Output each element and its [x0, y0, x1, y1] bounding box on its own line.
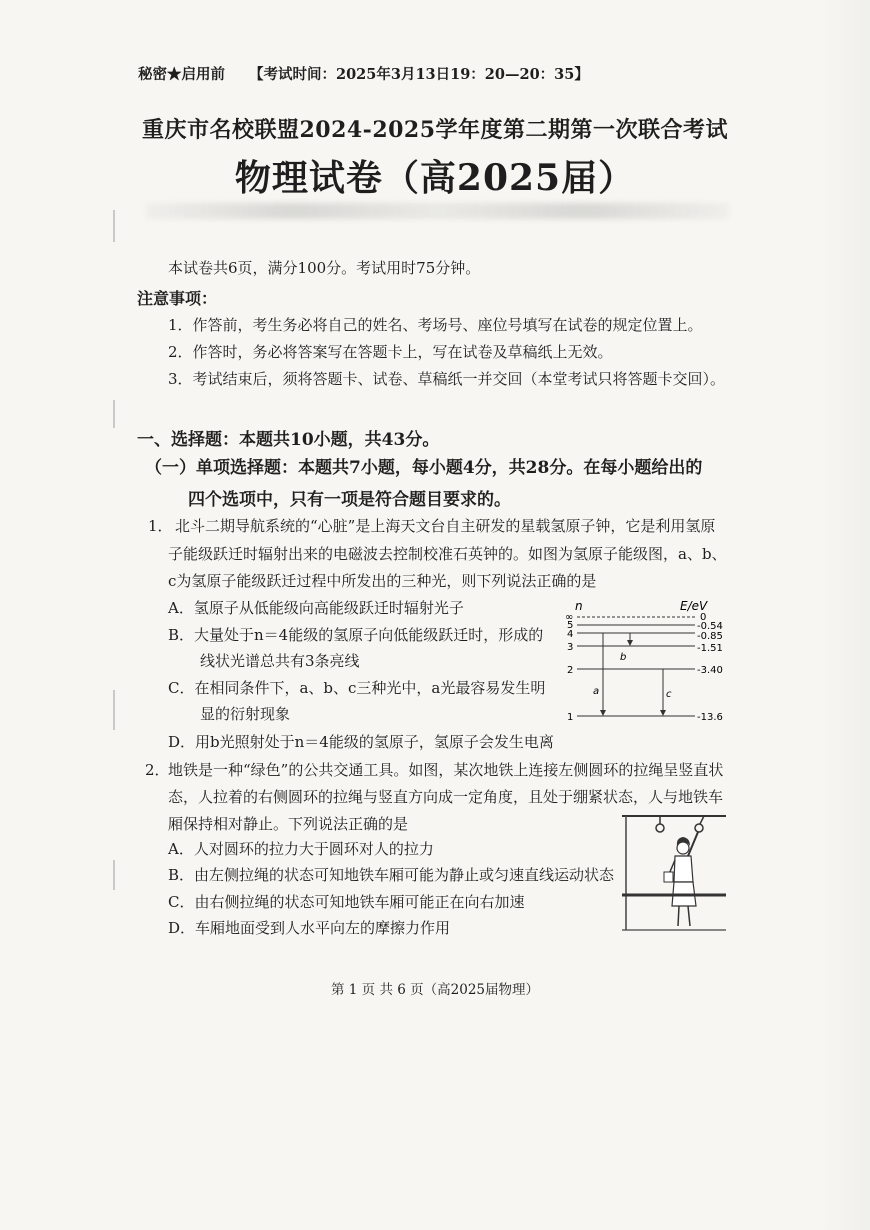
energy-level-diagram — [555, 595, 730, 730]
subsection-heading-cont: 四个选项中，只有一项是符合题目要求的。 — [188, 490, 511, 510]
passenger-figure — [664, 832, 698, 926]
question-stem: 态，人拉着的右侧圆环的拉绳与竖直方向成一定角度，且处于绷紧状态，人与地铁车 — [168, 788, 724, 806]
scan-edge-mark — [113, 860, 115, 890]
question-number: 1． — [148, 517, 173, 535]
subway-passenger-illustration — [620, 810, 730, 935]
question-stem: 北斗二期导航系统的“心脏”是上海天文台自主研发的星载氢原子钟，它是利用氢原 — [175, 517, 716, 535]
paper-title: 物理试卷（高2025届） — [234, 157, 636, 199]
notes-heading: 注意事项： — [137, 289, 218, 308]
transition-label-b: b — [620, 652, 627, 663]
energy-axis-label: E/eV — [680, 599, 708, 613]
subsection-heading: （一）单项选择题：本题共7小题，每小题4分，共28分。在每小题给出的 — [145, 458, 703, 478]
note-item: 1．作答前，考生务必将自己的姓名、考场号、座位号填写在试卷的规定位置上。 — [168, 316, 703, 334]
level-n: ∞ — [565, 612, 574, 623]
intro-text: 本试卷共6页，满分100分。考试用时75分钟。 — [168, 259, 481, 277]
option-d: D．用b光照射处于n＝4能级的氢原子，氢原子会发生电离 — [168, 733, 554, 751]
option-b-cont: 线状光谱总共有3条亮线 — [200, 652, 360, 670]
option-b: B．大量处于n＝4能级的氢原子向低能级跃迁时，形成的 — [168, 626, 544, 644]
note-item: 3．考试结束后，须将答题卡、试卷、草稿纸一并交回（本堂考试只将答题卡交回）。 — [168, 370, 726, 388]
option-b: B．由左侧拉绳的状态可知地铁车厢可能为静止或匀速直线运动状态 — [168, 866, 615, 884]
page-footer: 第 1 页 共 6 页（高2025届物理） — [331, 982, 539, 998]
scan-edge-mark — [113, 400, 115, 428]
left-ring-icon — [656, 824, 664, 832]
scan-edge-mark — [113, 690, 115, 730]
level-n: 2 — [567, 665, 574, 676]
option-a: A．人对圆环的拉力大于圆环对人的拉力 — [168, 840, 434, 858]
arrowhead-icon — [600, 710, 606, 716]
exam-time: 【考试时间：2025年3月13日19：20—20：35】 — [249, 66, 589, 83]
transition-label-a: a — [593, 686, 600, 697]
right-ring-icon — [695, 824, 703, 832]
level-n: 1 — [567, 712, 574, 723]
level-energy: -3.40 — [697, 665, 723, 676]
right-strap — [700, 816, 704, 824]
note-item: 2．作答时，务必将答案写在答题卡上，写在试卷及草稿纸上无效。 — [168, 343, 613, 361]
option-a: A．氢原子从低能级向高能级跃迁时辐射光子 — [168, 599, 464, 617]
arrowhead-icon — [660, 710, 666, 716]
level-n: 4 — [567, 629, 574, 640]
level-n: 5 — [567, 620, 574, 631]
option-c: C．在相同条件下，a、b、c三种光中，a光最容易发生明 — [168, 679, 546, 697]
level-energy: -13.6 — [697, 712, 723, 723]
option-d: D．车厢地面受到人水平向左的摩擦力作用 — [168, 919, 451, 937]
scan-edge-mark — [113, 210, 115, 242]
question-stem: c为氢原子能级跃迁过程中所发出的三种光，则下列说法正确的是 — [168, 572, 597, 590]
option-c-cont: 显的衍射现象 — [200, 705, 291, 723]
question-stem: 厢保持相对静止。下列说法正确的是 — [168, 815, 409, 833]
n-axis-label: n — [575, 599, 583, 613]
question-stem: 地铁是一种“绿色”的公共交通工具。如图，某次地铁上连接左侧圆环的拉绳呈竖直状 — [168, 761, 724, 779]
transition-label-c: c — [666, 689, 672, 700]
level-n: 3 — [567, 642, 574, 653]
question-number: 2． — [145, 761, 170, 779]
option-c: C．由右侧拉绳的状态可知地铁车厢可能正在向右加速 — [168, 893, 525, 911]
confidential-label: 秘密★启用前 — [138, 66, 225, 83]
faded-print — [145, 203, 730, 219]
level-energy: -1.51 — [697, 643, 723, 654]
level-energy: 0 — [700, 612, 707, 623]
level-energy: -0.85 — [697, 631, 723, 642]
arrowhead-icon — [627, 640, 633, 646]
level-energy: -0.54 — [697, 621, 723, 632]
exam-header — [138, 63, 589, 84]
exam-title: 重庆市名校联盟2024-2025学年度第二期第一次联合考试 — [141, 117, 729, 143]
question-stem: 子能级跃迁时辐射出来的电磁波去控制校准石英钟的。如图为氢原子能级图，a、b、 — [168, 545, 727, 563]
section-heading: 一、选择题：本题共10小题，共43分。 — [137, 430, 440, 450]
